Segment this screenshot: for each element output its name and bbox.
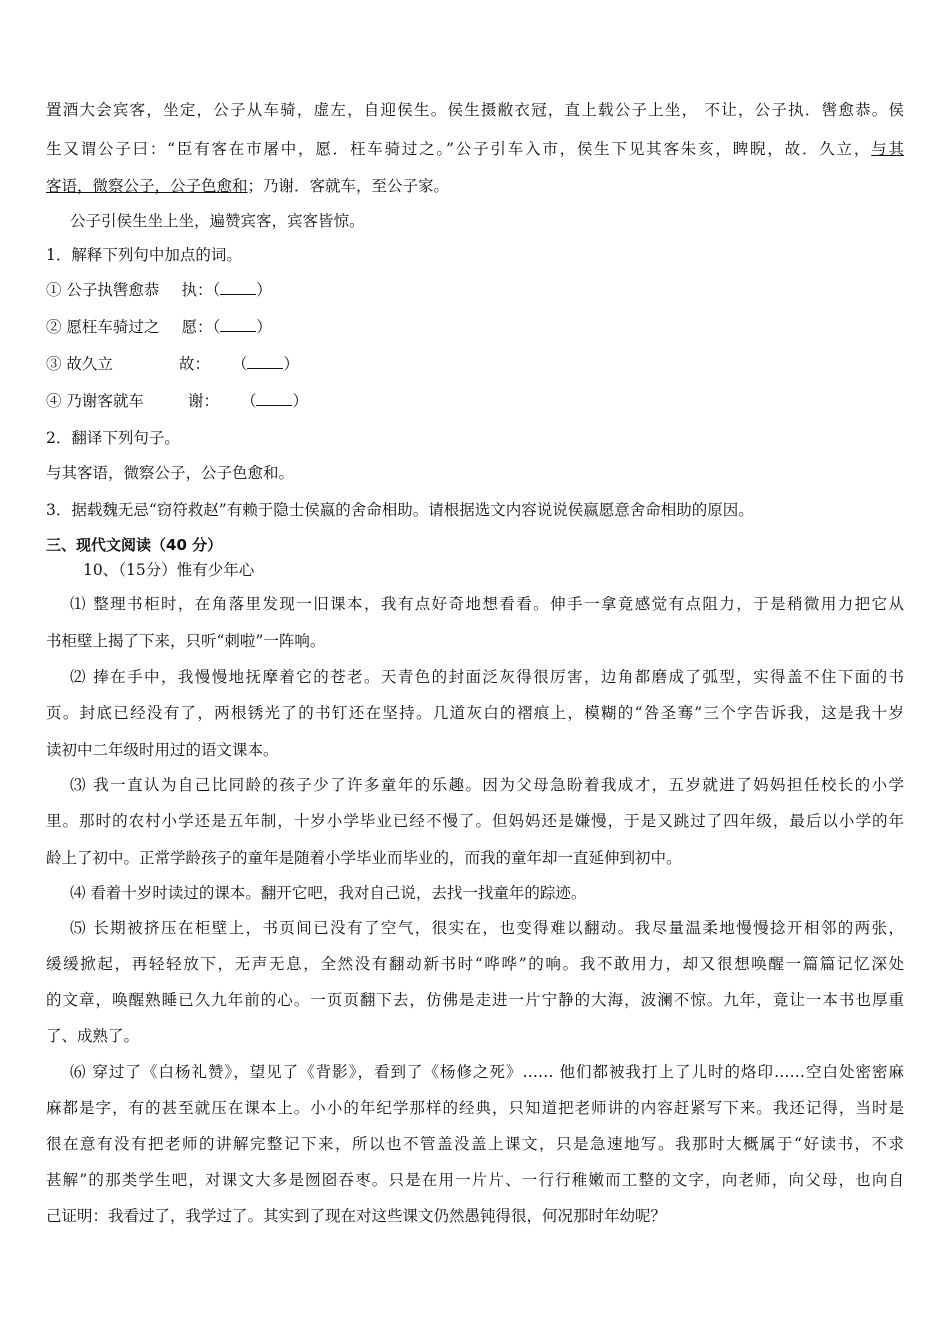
classical-line-2 bbox=[46, 139, 904, 159]
p6-line-2: 麻都是字，有的甚至就压在课本上。小小的年纪学那样的经典，只知道把老师讲的内容赶紧写下来。我还记得，当时是 bbox=[46, 1099, 904, 1117]
q1-item-1-sentence: ① 公子执辔愈恭 bbox=[46, 281, 160, 299]
p5-line-1: ⑸ 长期被挤压在柜壁上，书页间已没有了空气，很实在，也变得难以翻动。我尽量温柔地慢慢捻开相邻的两张， bbox=[70, 919, 904, 937]
q1-item-3-close: ） bbox=[283, 355, 299, 373]
question-1-stem: 1．解释下列句中加点的词。 bbox=[46, 246, 242, 264]
q1-item-4-answer-blank[interactable] bbox=[256, 391, 292, 406]
classical-line-1: 置酒大会宾客，坐定，公子从车骑，虚左，自迎侯生。侯生摄敝衣冠，直上载公子上坐， 不让，公子执．辔愈恭。侯 bbox=[46, 101, 904, 119]
p3-line-2: 里。那时的农村小学还是五年制，十岁小学毕业已经不慢了。但妈妈还是嫌慢，于是又跳过了四年级，最后以小学的年 bbox=[46, 812, 904, 830]
question-2-stem: 2．翻译下列句子。 bbox=[46, 429, 180, 447]
question-1-item-2 bbox=[46, 317, 904, 337]
question-3-stem: 3．据载魏无忌“窃符救赵”有赖于隐士侯嬴的舍命相助。请根据选文内容说说侯嬴愿意舍命相助的原因。 bbox=[46, 501, 754, 519]
p5-line-3: 的文章，唤醒熟睡已久九年前的心。一页页翻下去，仿佛是走进一片宁静的大海，波澜不惊。九年，竟让一本书也厚重 bbox=[46, 991, 904, 1009]
classical-underlined-sentence: 客语，微察公子，公子色愈和 bbox=[46, 177, 248, 195]
classical-line-3 bbox=[46, 176, 904, 196]
q1-item-1-close: ） bbox=[256, 281, 272, 299]
q1-item-3-word: 故： bbox=[178, 355, 210, 373]
p1-line-1: ⑴ 整理书柜时，在角落里发现一旧课本，我有点好奇地想看看。伸手一拿竟感觉有点阻力，于是稍微用力把它从 bbox=[70, 595, 904, 613]
p6-line-5: 己证明：我看过了，我学过了。其实到了现在对这些课文仍然愚钝得很，何况那时年幼呢？ bbox=[46, 1207, 667, 1225]
q1-item-4-word: 谢： bbox=[187, 392, 219, 410]
question-1-item-1 bbox=[46, 280, 904, 300]
classical-line-4: 公子引侯生坐上坐，遍赞宾客，宾客皆惊。 bbox=[70, 212, 365, 230]
p6-line-1: ⑹ 穿过了《白杨礼赞》，望见了《背影》，看到了《杨修之死》…… 他们都被我打上了儿时的烙印……空白处密密麻 bbox=[70, 1063, 904, 1081]
p3-line-3: 龄上了初中。正常学龄孩子的童年是随着小学毕业而毕业的，而我的童年却一直延伸到初中。 bbox=[46, 849, 682, 867]
q1-item-2-sentence: ② 愿枉车骑过之 bbox=[46, 318, 160, 336]
p6-line-4: 甚解”的那类学生吧，对课文大多是囫囵吞枣。只是在用一片片、一行行稚嫩而工整的文字，向老师，向父母，也向自 bbox=[46, 1171, 904, 1189]
classical-underlined-start: 与其 bbox=[871, 140, 904, 158]
p5-line-2: 缓缓掀起，再轻轻放下，无声无息，全然没有翻动新书时“哗哗”的响。我不敢用力，却又很想唤醒一篇篇记忆深处 bbox=[46, 955, 904, 973]
p6-line-3: 很在意有没有把老师的讲解完整记下来，所以也不管盖没盖上课文，只是急速地写。我那时大概属于“好读书，不求 bbox=[46, 1135, 904, 1153]
q1-item-1-answer-blank[interactable] bbox=[220, 280, 256, 295]
p2-line-1: ⑵ 捧在手中，我慢慢地抚摩着它的苍老。天青色的封面泛灰得很厉害，边角都磨成了弧型，实得盖不住下面的书 bbox=[70, 668, 904, 686]
q1-item-2-close: ） bbox=[256, 318, 272, 336]
question-1-item-4 bbox=[46, 391, 904, 411]
q1-item-3-open: （ bbox=[231, 355, 248, 373]
q1-item-4-sentence: ④ 乃谢客就车 bbox=[46, 392, 144, 410]
p4-line-1: ⑷ 看着十岁时读过的课本。翻开它吧，我对自己说，去找一找童年的踪迹。 bbox=[70, 884, 587, 902]
classical-line-3-text: ；乃谢．客就车，至公子家。 bbox=[247, 177, 450, 195]
q1-item-4-close: ） bbox=[292, 392, 308, 410]
q1-item-4-open: （ bbox=[240, 392, 257, 410]
q1-item-2-answer-blank[interactable] bbox=[220, 317, 256, 332]
q1-item-3-sentence: ③ 故久立 bbox=[46, 355, 113, 373]
q1-item-2-word: 愿：（ bbox=[181, 318, 221, 336]
q1-item-1-word: 执：（ bbox=[181, 281, 221, 299]
question-1-item-3 bbox=[46, 354, 904, 374]
p1-line-2: 书柜壁上揭了下来，只听“刺啦”一阵响。 bbox=[46, 632, 326, 650]
section-3-heading: 三、现代文阅读（40 分） bbox=[46, 536, 223, 554]
p2-line-2: 页。封底已经没有了，两根锈光了的书钉还在坚持。几道灰白的褶痕上，模糊的“咎圣骞”三个字告诉我，这是我十岁 bbox=[46, 704, 904, 722]
p3-line-1: ⑶ 我一直认为自己比同龄的孩子少了许多童年的乐趣。因为父母急盼着我成才，五岁就进了妈妈担任校长的小学 bbox=[70, 776, 904, 794]
classical-line-2-text: 生又谓公子曰：“臣有客在市屠中，愿．枉车骑过之。”公子引车入市，侯生下见其客朱亥，睥睨，故．久立， bbox=[46, 140, 872, 158]
section-3-subheading: 10、（15分）惟有少年心 bbox=[83, 561, 255, 579]
question-2-sentence: 与其客语，微察公子，公子色愈和。 bbox=[46, 464, 295, 482]
q1-item-3-answer-blank[interactable] bbox=[247, 354, 283, 369]
p2-line-3: 读初中二年级时用过的语文课本。 bbox=[46, 741, 279, 759]
p5-line-4: 了、成熟了。 bbox=[46, 1027, 140, 1045]
